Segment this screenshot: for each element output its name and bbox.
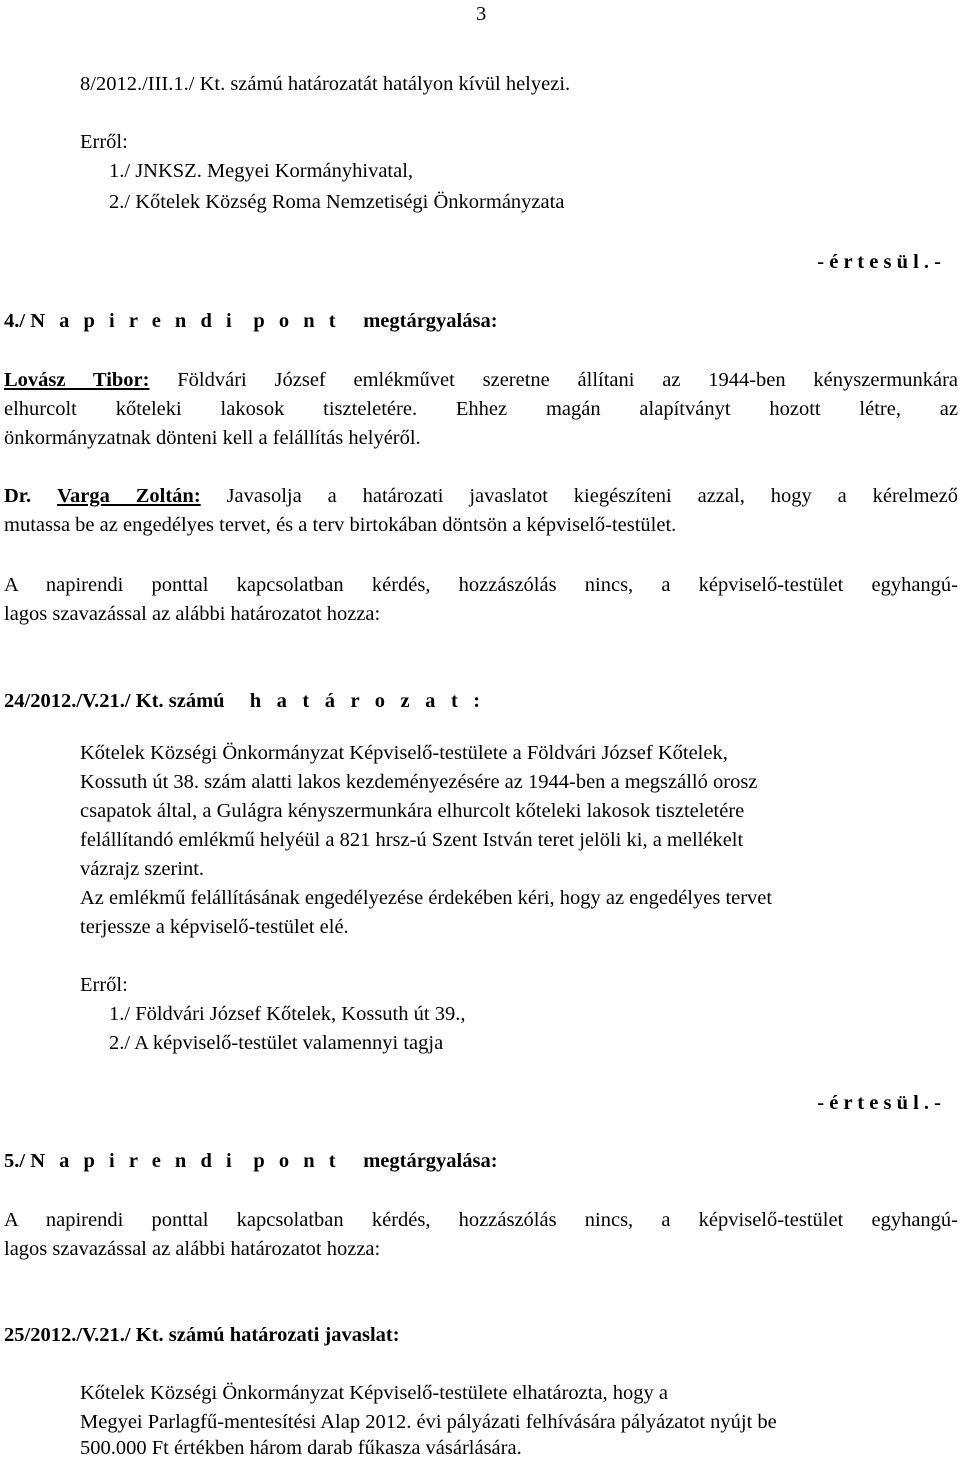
agenda-discussion: megtárgyalása: — [363, 310, 498, 332]
resolution-24-text-line: Az emlékmű felállításának engedélyezése érdekében kéri, hogy az engedélyes tervet — [80, 887, 773, 909]
agenda-word: N a p i r e n d i — [30, 1150, 237, 1172]
resolution-24-heading — [4, 689, 485, 713]
agenda-discussion: megtárgyalása: — [363, 1150, 498, 1172]
agenda-word: N a p i r e n d i — [30, 310, 237, 332]
recipient-1: 1./ JNKSZ. Megyei Kormányhivatal, — [109, 160, 414, 182]
speaker-2-line-1: Dr. Varga Zoltán: Javasolja a határozati javaslatot kiegészíteni azzal, hogy a kérelmező — [4, 485, 958, 507]
vote-line-2: lagos szavazással az alábbi határozatot hozza: — [4, 1238, 381, 1260]
resolution-24-text-line: Kőtelek Községi Önkormányzat Képviselő-testülete a Földvári József Kőtelek, — [80, 742, 728, 764]
agenda-number: 5./ — [4, 1150, 26, 1172]
resolution-24-text-line: csapatok által, a Gulágra kényszermunkára elhurcolt kőteleki lakosok tiszteletére — [80, 800, 745, 822]
notified-mark: - é r t e s ü l . - — [817, 251, 941, 273]
resolution-24-text-line: felállítandó emlékmű helyéül a 821 hrsz-ú Szent István teret jelöli ki, a mellékelt — [80, 829, 744, 851]
speaker-name: Lovász Tibor: — [4, 369, 150, 391]
agenda-pont: p o n t — [253, 310, 341, 332]
recipient-2: 2./ Kőtelek Község Roma Nemzetiségi Önkormányzata — [109, 191, 565, 213]
resolution-title: h a t á r o z a t : — [249, 690, 486, 712]
recipients-label: Erről: — [80, 974, 128, 996]
resolution-25-text-line: Megyei Parlagfű-mentesítési Alap 2012. évi pályázati felhívására pályázatot nyújt be — [80, 1411, 777, 1433]
recipient-1: 1./ Földvári József Kőtelek, Kossuth út 39., — [109, 1003, 466, 1025]
agenda-item-4-heading — [4, 309, 498, 333]
resolution-25-text-line: Kőtelek Községi Önkormányzat Képviselő-testülete elhatározta, hogy a — [80, 1382, 669, 1404]
agenda-pont: p o n t — [253, 1150, 341, 1172]
speaker-2-line-2: mutassa be az engedélyes tervet, és a terv birtokában döntsön a képviselő-testület. — [4, 514, 677, 536]
recipients-label: Erről: — [80, 131, 128, 153]
speaker-1-line-3: önkormányzatnak dönteni kell a felállítás helyéről. — [4, 427, 421, 449]
resolution-25-text-line: 500.000 Ft értékben három darab fűkasza vásárlására. — [80, 1437, 522, 1459]
agenda-item-5-heading — [4, 1149, 498, 1173]
resolution-25-heading: 25/2012./V.21./ Kt. számú határozati javaslat: — [4, 1324, 400, 1346]
repeal-line: 8/2012./III.1./ Kt. számú határozatát hatályon kívül helyezi. — [80, 73, 571, 95]
vote-line-1: A napirendi ponttal kapcsolatban kérdés, hozzászólás nincs, a képviselő-testület egyhangú- — [4, 574, 958, 596]
agenda-number: 4./ — [4, 310, 26, 332]
recipient-2: 2./ A képviselő-testület valamennyi tagja — [109, 1032, 444, 1054]
resolution-24-text-line: Kossuth út 38. szám alatti lakos kezdeményezésére az 1944-ben a megszálló orosz — [80, 771, 758, 793]
speaker-1-line-1: Lovász Tibor: Földvári József emlékművet szeretne állítani az 1944-ben kényszermunkára — [4, 369, 958, 391]
vote-line-1: A napirendi ponttal kapcsolatban kérdés, hozzászólás nincs, a képviselő-testület egyhangú- — [4, 1209, 958, 1231]
speaker-1-line-2: elhurcolt kőteleki lakosok tiszteletére. Ehhez magán alapítványt hozott létre, az — [4, 398, 958, 420]
notified-mark: - é r t e s ü l . - — [817, 1092, 941, 1114]
speaker-name: Varga Zoltán: — [57, 485, 201, 507]
resolution-number: 24/2012./V.21./ Kt. számú — [4, 690, 225, 712]
page-number: 3 — [476, 3, 487, 25]
resolution-24-text-line: vázrajz szerint. — [80, 858, 205, 880]
resolution-24-text-line: terjessze a képviselő-testület elé. — [80, 916, 349, 938]
vote-line-2: lagos szavazással az alábbi határozatot hozza: — [4, 603, 381, 625]
